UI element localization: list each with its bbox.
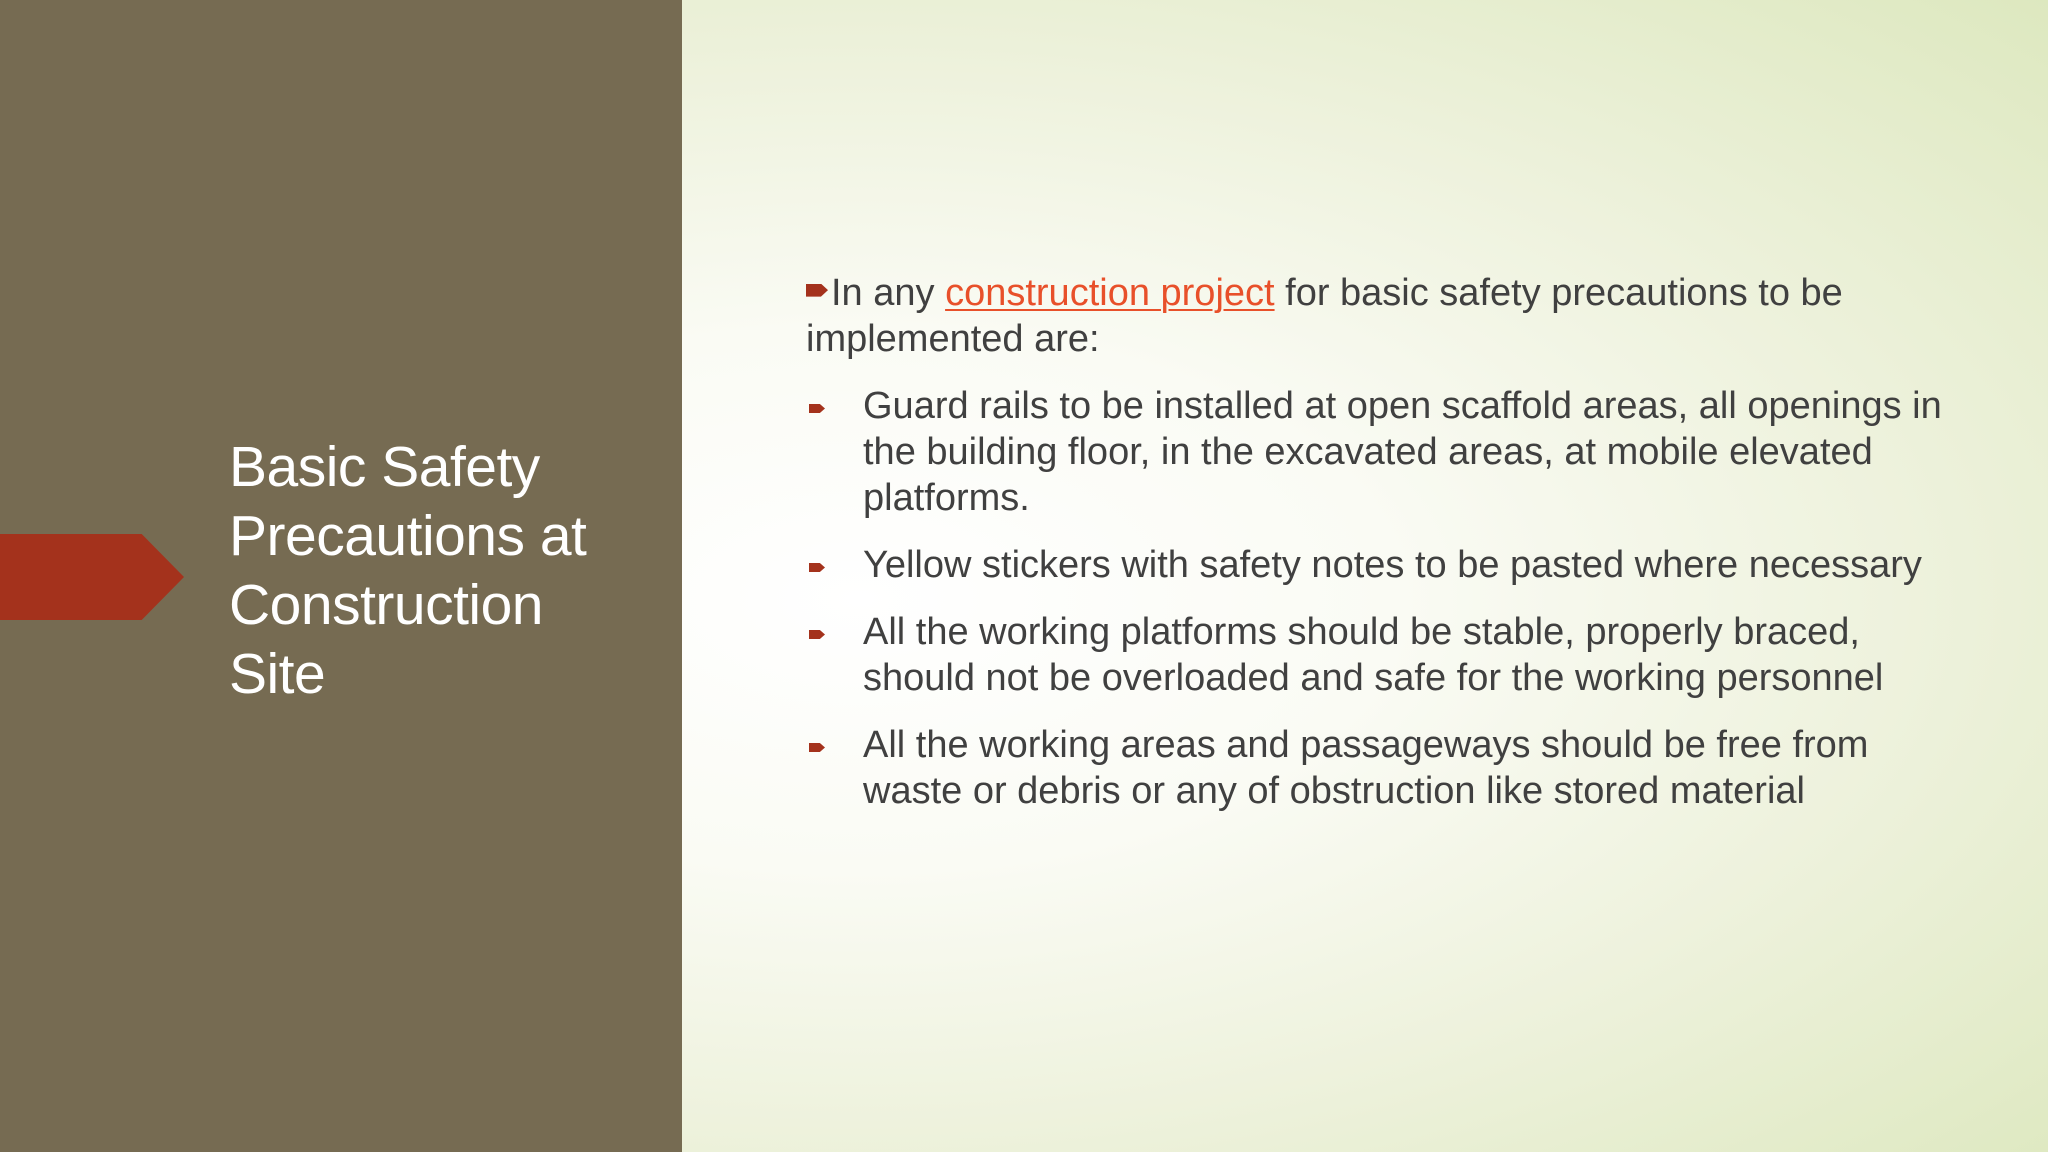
bullet-text: All the working areas and passageways should be free from waste or debris or any of obstruction like stored material [863, 724, 1869, 812]
intro-text-start: In any [831, 272, 946, 314]
arrow-bullet-icon [809, 630, 825, 639]
arrow-bullet-icon [809, 563, 825, 572]
bullet-text: All the working platforms should be stable, properly braced, should not be overloaded and safe for the working personnel [863, 611, 1884, 699]
list-item [806, 609, 1976, 701]
slide-title: Basic Safety Precautions at Construction Site [229, 435, 587, 706]
list-item [806, 722, 1976, 814]
construction-project-link[interactable]: construction project [945, 272, 1275, 314]
bullet-text: Yellow stickers with safety notes to be pasted where necessary [863, 544, 1922, 586]
slide-content [806, 270, 1976, 835]
arrow-tab-decoration [0, 534, 184, 620]
arrow-bullet-icon [809, 404, 825, 413]
bullet-text: Guard rails to be installed at open scaffold areas, all openings in the building floor, in the excavated areas, at mobile elevated platforms. [863, 385, 1942, 519]
list-item [806, 542, 1976, 588]
list-item [806, 383, 1976, 521]
arrow-bullet-icon [806, 284, 828, 297]
arrow-bullet-icon [809, 743, 825, 752]
intro-text-end: for basic safety precautions to be implemented are: [806, 272, 1843, 360]
title-panel [0, 0, 682, 1152]
bullet-list [806, 383, 1976, 814]
intro-paragraph [806, 270, 1976, 362]
